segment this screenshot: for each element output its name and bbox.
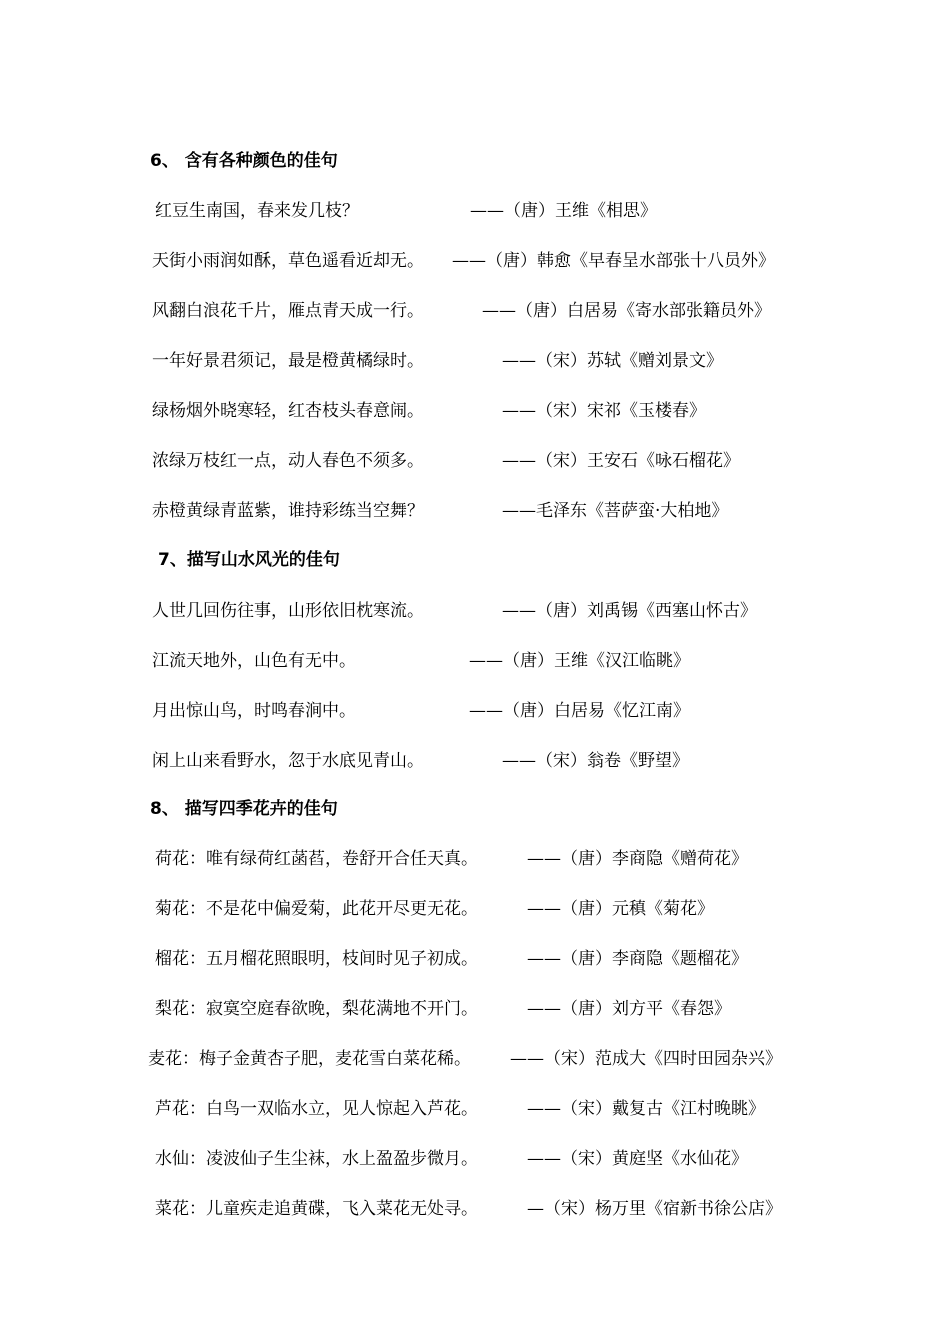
section-heading: 8、 描写四季花卉的佳句 [150, 799, 338, 819]
verse-attribution: ——（唐）王维《相思》 [470, 201, 657, 221]
verse-attribution: ——（宋）范成大《四时田园杂兴》 [510, 1049, 782, 1069]
verse-attribution: ——（宋）翁卷《野望》 [502, 751, 689, 771]
verse-attribution: ——（宋）王安石《咏石榴花》 [502, 451, 740, 471]
verse-text: 天街小雨润如酥，草色遥看近却无。 [152, 251, 424, 271]
verse-text: 一年好景君须记，最是橙黄橘绿时。 [152, 351, 424, 371]
verse-attribution: ——（唐）王维《汉江临眺》 [469, 651, 690, 671]
verse-text: 绿杨烟外晓寒轻，红杏枝头春意闹。 [152, 401, 424, 421]
verse-attribution: —（宋）杨万里《宿新书徐公店》 [527, 1199, 782, 1219]
verse-text: 芦花：白鸟一双临水立，见人惊起入芦花。 [155, 1099, 478, 1119]
verse-attribution: ——（唐）李商隐《题榴花》 [527, 949, 748, 969]
section-heading: 6、 含有各种颜色的佳句 [150, 151, 338, 171]
verse-text: 菜花：儿童疾走追黄碟，飞入菜花无处寻。 [155, 1199, 478, 1219]
section-heading: 7、描写山水风光的佳句 [158, 550, 340, 570]
verse-attribution: ——（唐）白居易《忆江南》 [469, 701, 690, 721]
verse-text: 浓绿万枝红一点，动人春色不须多。 [152, 451, 424, 471]
verse-attribution: ——（宋）戴复古《江村晚眺》 [527, 1099, 765, 1119]
verse-text: 菊花：不是花中偏爱菊，此花开尽更无花。 [155, 899, 478, 919]
verse-text: 赤橙黄绿青蓝紫，谁持彩练当空舞？ [152, 501, 424, 521]
verse-text: 麦花：梅子金黄杏子肥，麦花雪白菜花稀。 [148, 1049, 471, 1069]
verse-attribution: ——（宋）宋祁《玉楼春》 [502, 401, 706, 421]
verse-attribution: ——（唐）刘方平《春怨》 [527, 999, 731, 1019]
verse-text: 荷花：唯有绿荷红菡萏，卷舒开合任天真。 [155, 849, 478, 869]
verse-attribution: ——（唐）刘禹锡《西塞山怀古》 [502, 601, 757, 621]
verse-text: 闲上山来看野水，忽于水底见青山。 [152, 751, 424, 771]
verse-attribution: ——（唐）白居易《寄水部张籍员外》 [482, 301, 771, 321]
verse-text: 风翻白浪花千片，雁点青天成一行。 [152, 301, 424, 321]
verse-text: 人世几回伤往事，山形依旧枕寒流。 [152, 601, 424, 621]
verse-attribution: ——（宋）黄庭坚《水仙花》 [527, 1149, 748, 1169]
verse-attribution: ——（唐）韩愈《早春呈水部张十八员外》 [452, 251, 775, 271]
verse-text: 榴花：五月榴花照眼明，枝间时见子初成。 [155, 949, 478, 969]
verse-text: 红豆生南国，春来发几枝？ [155, 201, 359, 221]
verse-attribution: ——毛泽东《菩萨蛮·大柏地》 [502, 501, 729, 521]
verse-text: 江流天地外，山色有无中。 [152, 651, 356, 671]
verse-attribution: ——（宋）苏轼《赠刘景文》 [502, 351, 723, 371]
verse-text: 梨花：寂寞空庭春欲晚，梨花满地不开门。 [155, 999, 478, 1019]
verse-attribution: ——（唐）元稹《菊花》 [527, 899, 714, 919]
verse-attribution: ——（唐）李商隐《赠荷花》 [527, 849, 748, 869]
verse-text: 月出惊山鸟，时鸣春涧中。 [152, 701, 356, 721]
verse-text: 水仙：凌波仙子生尘袜，水上盈盈步微月。 [155, 1149, 478, 1169]
